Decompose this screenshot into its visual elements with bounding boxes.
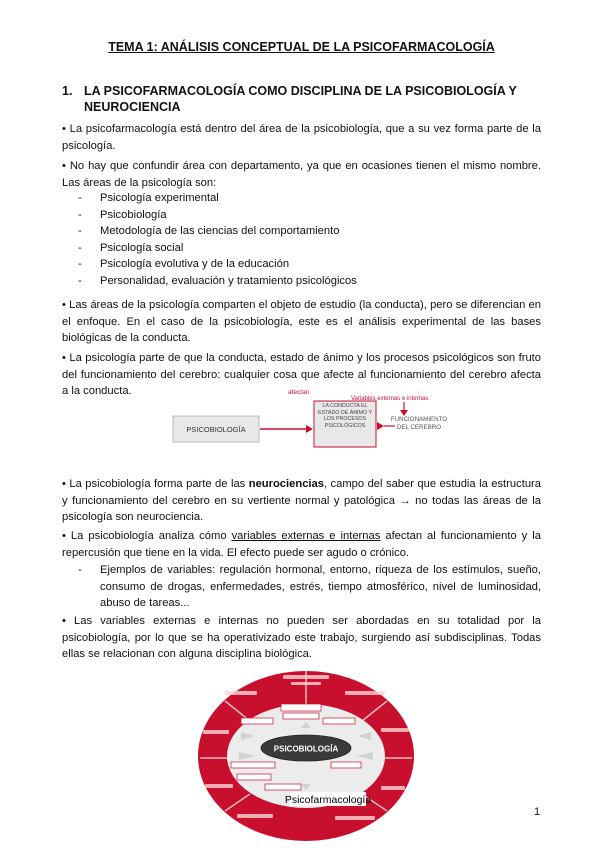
neurociencias-bold: neurociencias [248,478,324,490]
variables-note: Variables externas e internas [351,396,429,402]
paragraph-4: • La psicología parte de que la conducta, estado de ánimo y los procesos psicológicos son fruto del funcionamiento del cerebro: cualquier cosa que afecte al funcionamiento del cerebro afecta a la conducta. [62,352,541,397]
paragraph-5: • La psicobiología forma parte de las neurociencias, campo del saber que estudia la estructura y funcionamiento del cerebro en su vertiente normal y patológica → no todas las áreas de la psicología son neurociencia. [62,478,541,523]
variables-underlined: variables externas e internas [231,530,381,542]
section-number: 1. [62,84,73,98]
list-item: - Metodología de las ciencias del comportamiento [78,225,340,237]
afectan-note: afectan [288,389,310,396]
list-item: - Personalidad, evaluación y tratamiento psicológicos [78,274,357,287]
list-item: - Psicología evolutiva y de la educación [78,258,290,270]
arrow-head-icon [306,425,313,433]
section-heading-text: LA PSICOFARMACOLOGÍA COMO DISCIPLINA DE LA PSICOBIOLOGÍA Y NEUROCIENCIA [84,84,517,114]
subdisciplines-ring-diagram [195,666,417,844]
document-title: TEMA 1: ANÁLISIS CONCEPTUAL DE LA PSICOFARMACOLOGÍA [108,40,495,54]
list-item: - Psicología experimental [78,192,219,204]
paragraph-2: • No hay que confundir área con departamento, ya que en ocasiones tienen el mismo nombre. Las áreas de la psicología son: [62,160,541,189]
conducta-text: LA CONDUCTA EL ESTADO DE ÁNIMO Y LOS PROCESOS PSICOLÓGICOS [318,403,372,429]
cerebro-text: FUNCIONAMIENTO DEL CEREBRO [390,416,448,431]
paragraph-1: • La psicofarmacología está dentro del área de la psicobiología, que a su vez forma parte de la psicología. [62,123,541,152]
psicobiologia-label: PSICOBIOLOGÍA [186,425,246,434]
psicofarmacologia-label: Psicofarmacología [284,794,372,806]
variables-list-item: - Ejemplos de variables: regulación hormonal, entorno, riqueza de los estímulos, sueño, consumo de drogas, enfermedades, estrés, tiempo atmosférico, nivel de luminosidad, abuso de tareas... [78,564,541,609]
paragraph-3: • Las áreas de la psicología comparten el objeto de estudio (la conducta), pero se diferencian en el enfoque. En el caso de la psicobiología, este es el análisis experimental de las bases biológicas de la conducta. [62,299,541,344]
list-item: - Psicología social [78,241,184,254]
arrow-left-icon [377,422,384,430]
center-label: PSICOBIOLOGÍA [273,744,339,754]
paragraph-7: • Las variables externas e internas no pueden ser abordadas en su totalidad por la psicobiología, por lo que se ha operativizado este trabajo, surgiendo así subdisciplinas. Todas ellas se relacionan con alguna disciplina biológica. [62,615,541,660]
page-number: 1 [534,806,541,818]
section-heading [62,83,532,115]
psychobiology-flow-diagram [168,386,448,450]
paragraph-6: • La psicobiología analiza cómo variables externas e internas afectan al funcionamiento y la repercusión que tiene en la vida. El efecto puede ser agudo o crónico. [62,530,541,559]
list-item: - Psicobiología [78,208,167,221]
